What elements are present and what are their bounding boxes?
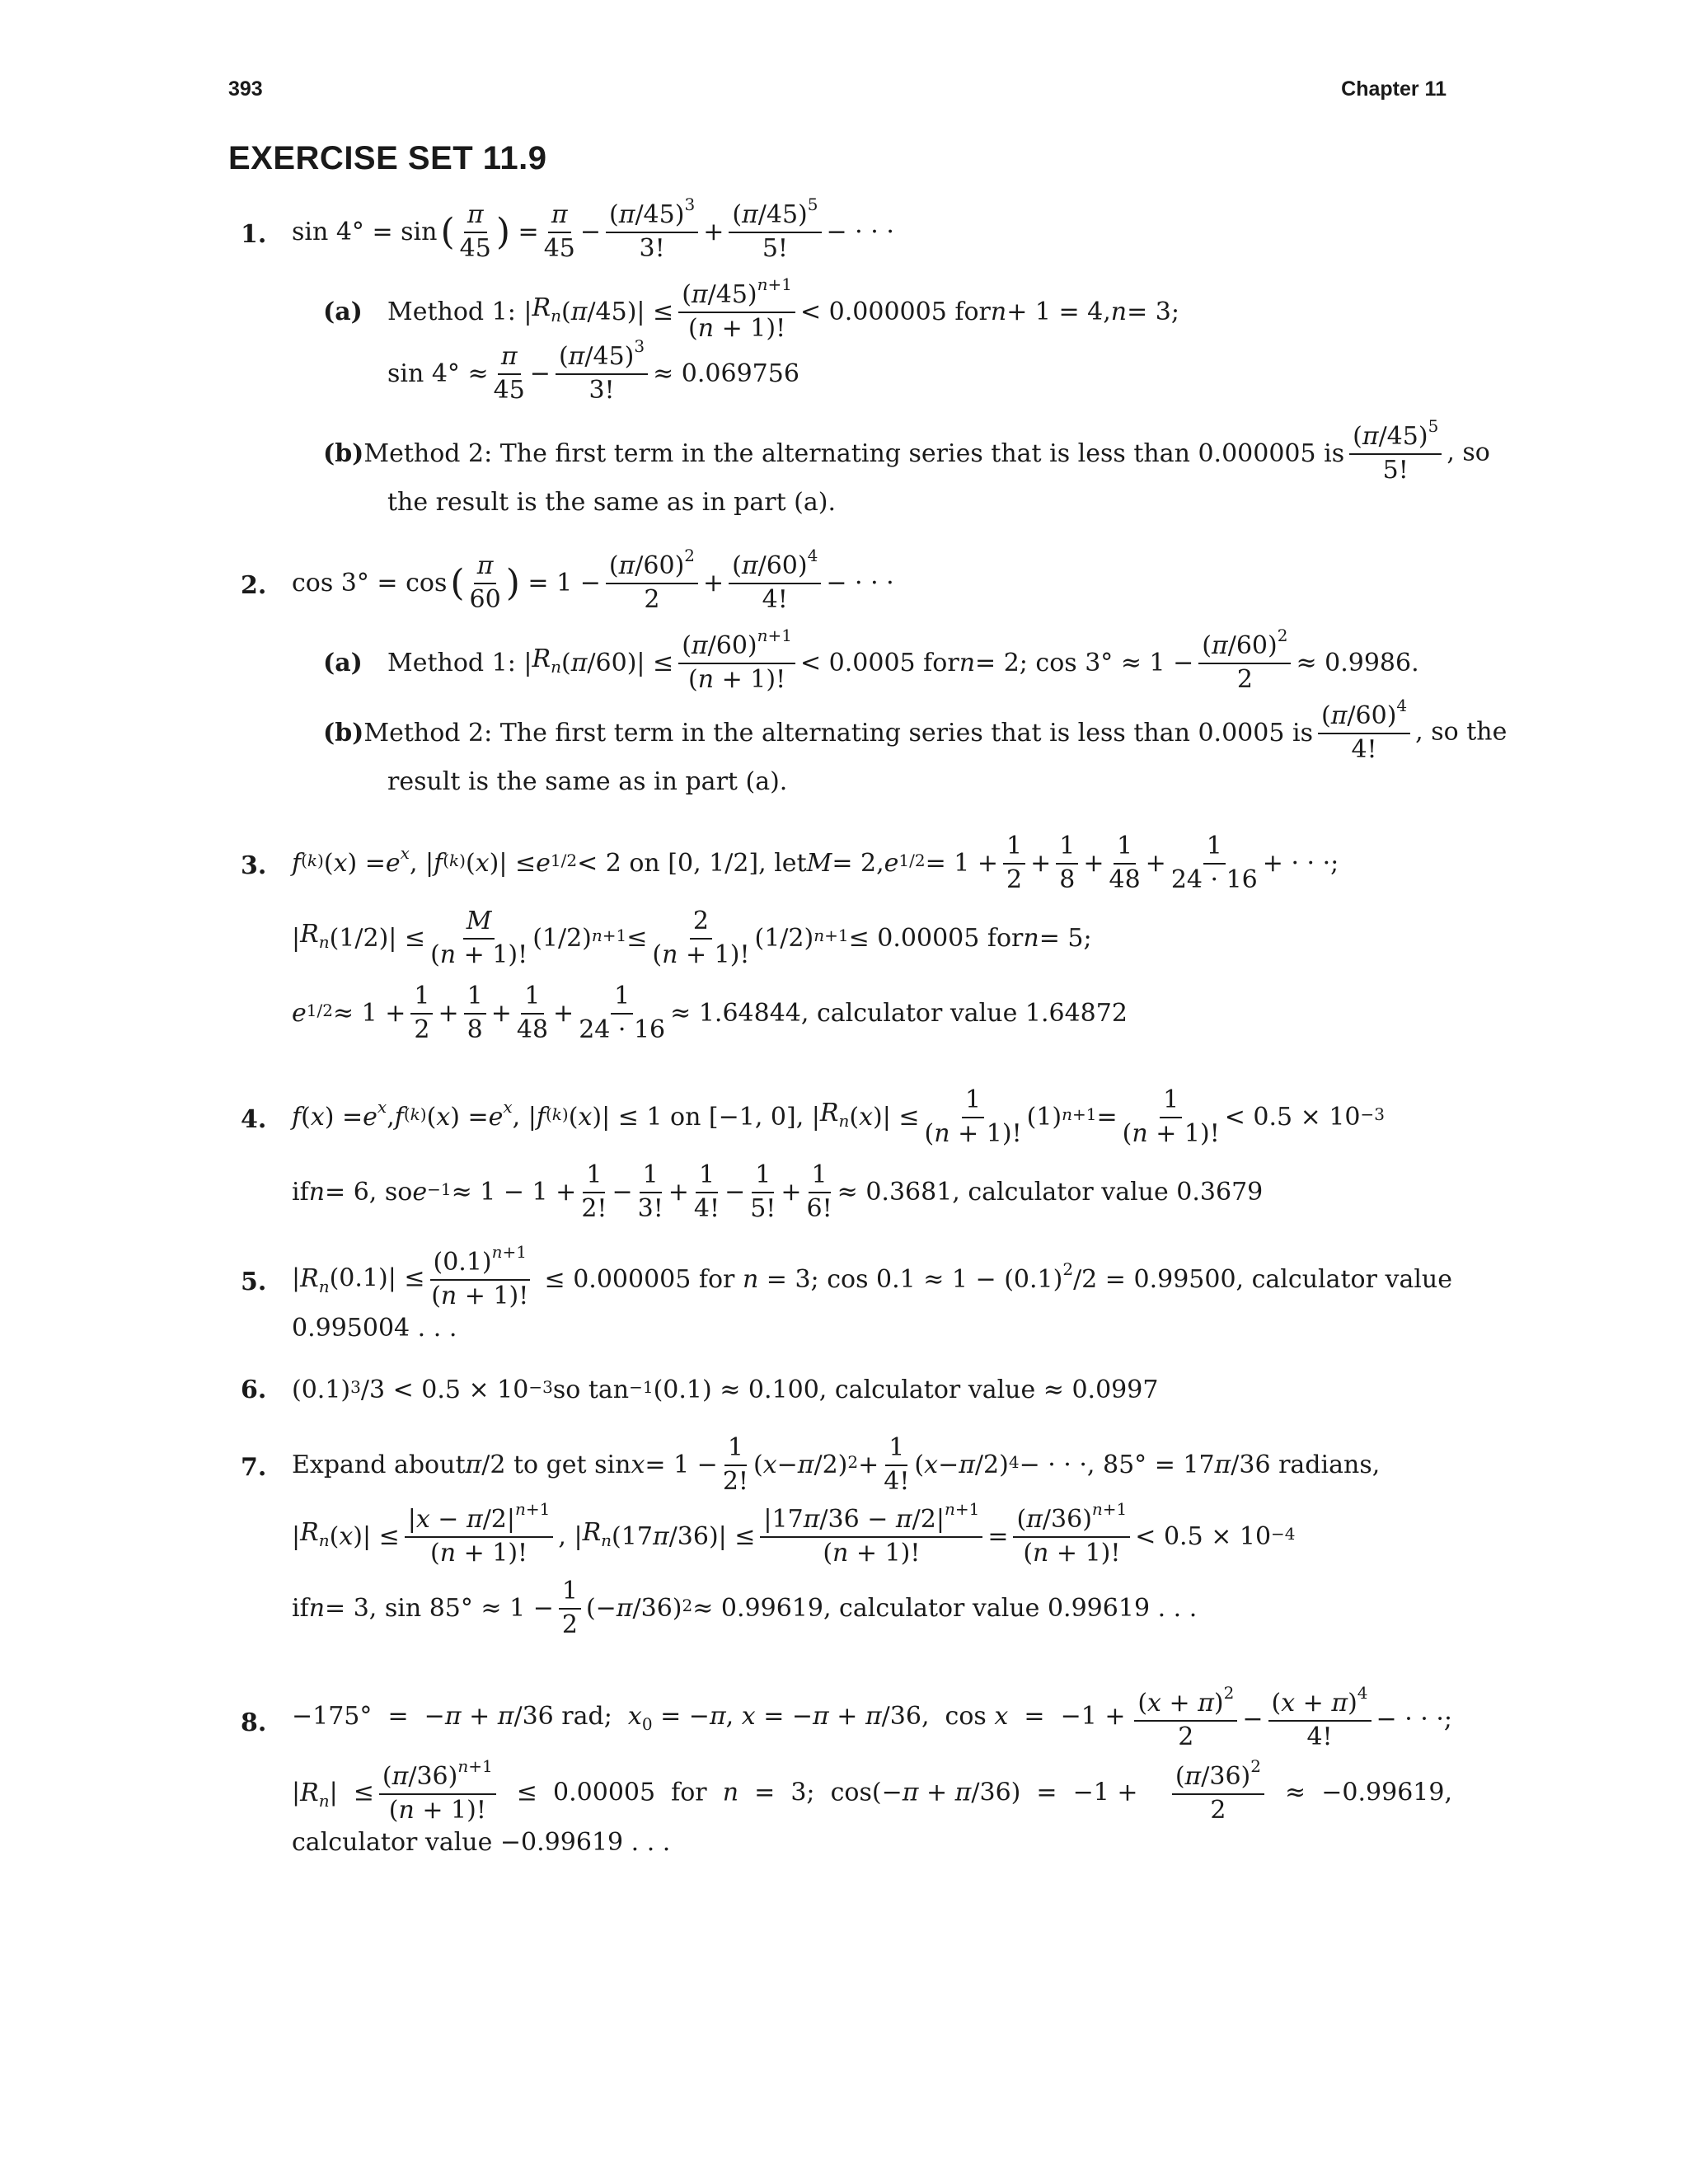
problem-number: 4.: [241, 1105, 267, 1134]
problem-4: [241, 1086, 1452, 1223]
problem-7-remainder: | $R_n$ ( x )| ≤ $\frac{|x - \pi/2|^{n+1}}{(n + 1)!}$ , | $R_n$ (17 π /36)| ≤ $\frac{|17\pi/36 - \pi/2|^{n+1}}{(n + 1)!}$ = $\frac{(\pi/36)^{n+1}}{(n + 1)!}$ < 0.5 × 10 $^{-4}$: [292, 1499, 1296, 1568]
problem-2-part-a: (a) Method 1: | $R_n$ ( π /60)| ≤ $\frac{(\pi/60)^{n+1}}{(n + 1)!}$ < 0.0005 for n = 2; cos 3° ≈ 1 − $\frac{(\pi/60)^2}{2}$ ≈ 0.9986.: [323, 626, 1419, 694]
problem-1-series: sin 4° = sin ( $\frac{\pi}{45}$ ) = $\frac{\pi}{45}$ − $\frac{(\pi/45)^3}{3!}$ + $\frac{(\pi/45)^5}{5!}$ − · · ·: [292, 194, 894, 263]
page-number: 393: [228, 77, 263, 101]
problem-8: [241, 1683, 1452, 1861]
problem-3-remainder: | $R_n$ (1/2)| ≤ $\frac{M}{(n + 1)!}$ (1/2) $^{n +1}$ ≤ $\frac{2}{(n + 1)!}$ (1/2) $^{n +1}$ ≤ 0.00005 for n = 5;: [292, 907, 1092, 969]
problem-8-calc: calculator value −0.99619 . . .: [292, 1828, 671, 1857]
problem-1-part-b: (b) Method 2: The first term in the alternating series that is less than 0.000005 is $\frac{(\pi/45)^5}{5!}$ , so the result is the same as in part (a).: [323, 416, 1490, 517]
problem-number: 1.: [241, 220, 267, 249]
problem-number: 5.: [241, 1268, 267, 1296]
problem-1-approx: sin 4° ≈ $\frac{\pi}{45}$ − $\frac{(\pi/45)^3}{3!}$ ≈ 0.069756: [387, 336, 799, 405]
exercise-set-title: EXERCISE SET 11.9: [228, 140, 547, 176]
problem-number: 3.: [241, 851, 267, 880]
problem-6: [241, 1372, 1452, 1408]
problem-3-derivative-bound: f $^{(k )}$ ( x ) = $e^x$ , | f $^{(k )}$ ( x )| ≤ e $^{1/2}$ < 2 on [0, 1/2], let M = 2, e $^{1/2}$ = 1 + $\frac{1}{2}$ + $\frac{1}{8}$ + $\frac{1}{48}$ + $\frac{1}{24 \cdot 16}$ + · · ·;: [292, 832, 1339, 894]
problem-3-approx: e $^{1/2}$ ≈ 1 + $\frac{1}{2}$ + $\frac{1}{8}$ + $\frac{1}{48}$ + $\frac{1}{24 \cdot 16}$ ≈ 1.64844, calculator value 1.64872: [292, 982, 1128, 1044]
problem-number: 2.: [241, 571, 267, 600]
problem-number: 6.: [241, 1376, 267, 1404]
chapter-label: Chapter 11: [1341, 77, 1447, 101]
problem-2-part-b: (b) Method 2: The first term in the alternating series that is less than 0.0005 is $\frac{(\pi/60)^4}{4!}$ , so the result is the same as in part (a).: [323, 696, 1507, 796]
problem-2: [241, 546, 1507, 800]
problem-1-part-a: (a) Method 1: | $R_n$ ( π /45)| ≤ $\frac{(\pi/45)^{n+1}}{(n + 1)!}$ < 0.000005 for n + 1 = 4, n = 3;: [323, 274, 1179, 343]
problem-7-expansion: Expand about π /2 to get sin x = 1 − $\frac{1}{2!}$ ( x − π /2) $^2$ + $\frac{1}{4!}$ ( x − π /2) $^4$ − · · ·, 85° = 17 π /36 radians,: [292, 1433, 1381, 1496]
problem-6-line: (0.1) $^3$ /3 < 0.5 × 10 $^{-3}$ so tan $^{-1}$ (0.1) ≈ 0.100, calculator value ≈ 0.0997: [292, 1376, 1159, 1404]
problem-8-setup: −175° = −π + π/36 rad; $x_0 = -\pi$, x = −π + π/36, cos x = −1 + $\frac{(x + \pi)^2}{2}$ − $\frac{(x + \pi)^4}{4!}$ − · · ·;: [292, 1683, 1452, 1751]
problem-1: [241, 194, 1490, 521]
problem-4-bound: f ( x ) = $e^x$ , f $^{(k )}$ ( x ) = $e^x$ , | f $^{(k )}$ ( x )| ≤ 1 on [−1, 0], | $R_n$ ( x )| ≤ $\frac{1}{(n + 1)!}$ (1) $^{n +1}$ = $\frac{1}{(n + 1)!}$ < 0.5 × 10 $^{-3}$: [292, 1085, 1385, 1148]
problem-5-calc: 0.995004 . . .: [292, 1314, 457, 1343]
problem-7: [241, 1434, 1452, 1639]
problem-5: [241, 1242, 1452, 1347]
page-header: [228, 73, 1447, 105]
problem-7-approx: if n = 3, sin 85° ≈ 1 − $\frac{1}{2}$ (− π /36) $^2$ ≈ 0.99619, calculator value 0.99619 . . .: [292, 1577, 1198, 1639]
problem-number: 7.: [241, 1453, 267, 1482]
problem-4-approx: if n = 6, so e $^{-1}$ ≈ 1 − 1 + $\frac{1}{2!}$ − $\frac{1}{3!}$ + $\frac{1}{4!}$ − $\frac{1}{5!}$ + $\frac{1}{6!}$ ≈ 0.3681, calculator value 0.3679: [292, 1160, 1264, 1223]
problem-5-bound: $|R_n(0.1)|$ ≤ $\frac{(0.1)^{n+1}}{(n + 1)!}$ ≤ 0.000005 for n = 3; $\cos 0.1 \approx 1 - (0.1)^2/2 = 0.99500$, calculator value: [292, 1242, 1452, 1310]
problem-3: [241, 832, 1452, 1044]
problem-8-remainder: $|R_n|$ ≤ $\frac{(\pi/36)^{n+1}}{(n + 1)!}$ ≤ 0.00005 for n = 3; cos(−π + π/36) = −1 + $\frac{(\pi/36)^2}{2}$ ≈ −0.99619,: [292, 1756, 1452, 1825]
problem-number: 8.: [241, 1708, 267, 1737]
problem-2-series: cos 3° = cos ( $\frac{\pi}{60}$ ) = 1 − $\frac{(\pi/60)^2}{2}$ + $\frac{(\pi/60)^4}{4!}$ − · · ·: [292, 546, 894, 614]
